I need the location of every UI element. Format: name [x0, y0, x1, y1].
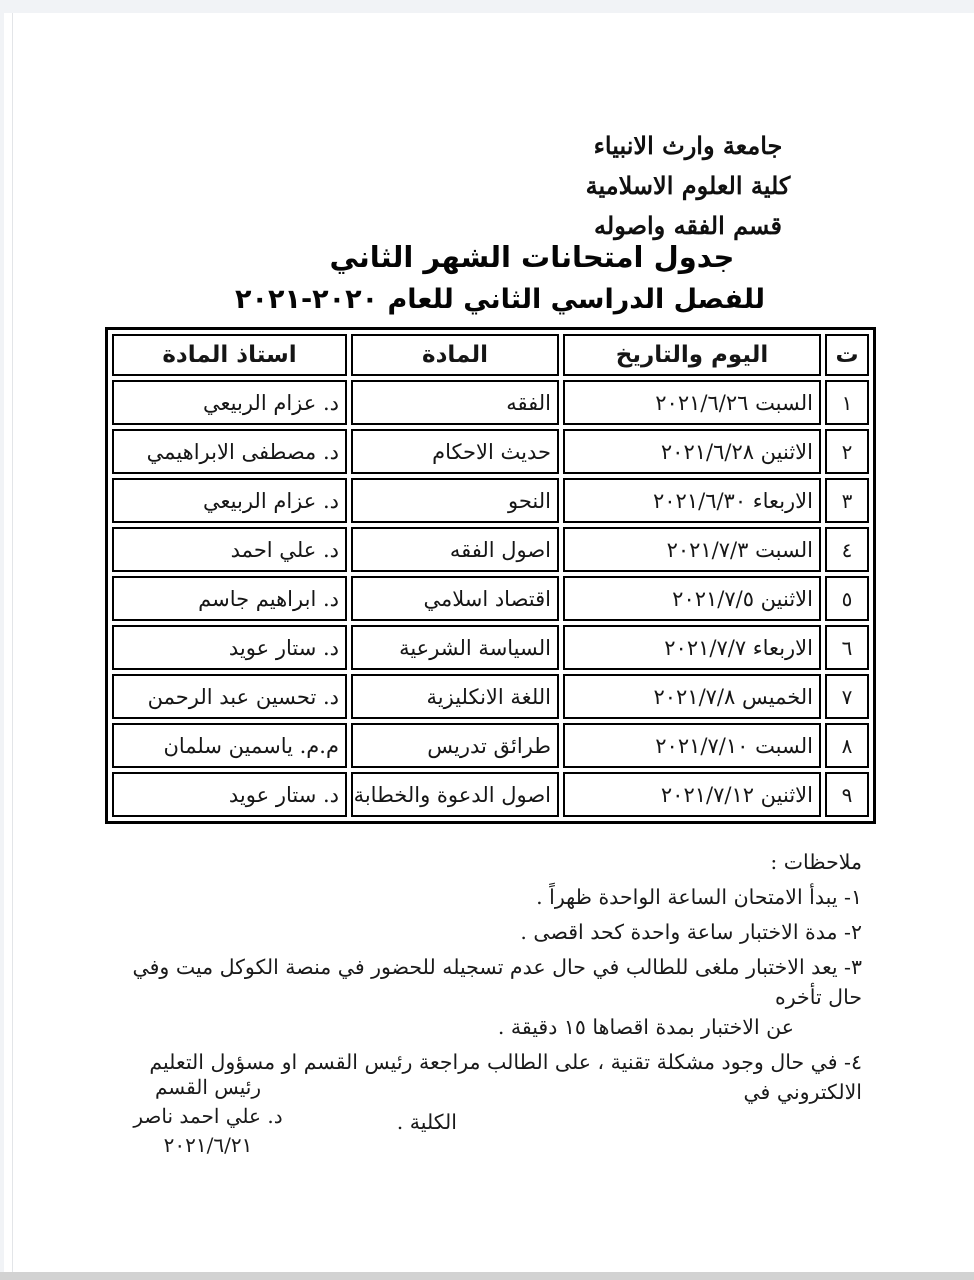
row-teacher: د. مصطفى الابراهيمي [112, 429, 347, 474]
page-edge-shadow [12, 13, 13, 1272]
note-line-continuation: عن الاختبار بمدة اقصاها ١٥ دقيقة . [497, 1015, 794, 1039]
note-item [100, 882, 862, 912]
table-row [112, 478, 869, 523]
row-date: السبت ٢٠٢١/٦/٢٦ [563, 380, 821, 425]
table-row [112, 674, 869, 719]
row-subject: اصول الفقه [351, 527, 559, 572]
header-day-date: اليوم والتاريخ [563, 334, 821, 376]
signature-date: ٢٠٢١/٦/٢١ [163, 1133, 253, 1157]
notes-heading: ملاحظات : [770, 850, 862, 874]
letterhead [538, 126, 838, 246]
row-no: ٩ [825, 772, 869, 817]
row-no: ٤ [825, 527, 869, 572]
row-no: ٢ [825, 429, 869, 474]
schedule-subtitle: للفصل الدراسي الثاني للعام ٢٠٢٠-٢٠٢١ [235, 284, 765, 315]
department-name: قسم الفقه واصوله [594, 211, 782, 240]
row-teacher: د. ستار عويد [112, 625, 347, 670]
row-no: ٨ [825, 723, 869, 768]
row-no: ٣ [825, 478, 869, 523]
table-row [112, 772, 869, 817]
note-line: ٣- يعد الاختبار ملغى للطالب في حال عدم تسجيله للحضور في منصة الكوكل ميت وفي حال تأخره [132, 955, 862, 1009]
row-date: الخميس ٢٠٢١/٧/٨ [563, 674, 821, 719]
note-line: ٢- مدة الاختبار ساعة واحدة كحد اقصى . [520, 920, 862, 944]
table-header-row [112, 334, 869, 376]
page-top-margin [0, 0, 974, 13]
row-teacher: د. عزام الربيعي [112, 380, 347, 425]
table-row [112, 527, 869, 572]
exam-schedule-table [105, 327, 876, 824]
row-date: الاربعاء ٢٠٢١/٧/٧ [563, 625, 821, 670]
row-no: ٧ [825, 674, 869, 719]
table-row [112, 625, 869, 670]
signer-role: رئيس القسم [154, 1075, 262, 1099]
row-subject: طرائق تدريس [351, 723, 559, 768]
row-date: السبت ٢٠٢١/٧/٣ [563, 527, 821, 572]
schedule-title: جدول امتحانات الشهر الثاني [329, 240, 735, 274]
row-date: الاثنين ٢٠٢١/٧/١٢ [563, 772, 821, 817]
university-name: جامعة وارث الانبياء [593, 131, 783, 160]
row-date: الاربعاء ٢٠٢١/٦/٣٠ [563, 478, 821, 523]
header-no: ت [825, 334, 869, 376]
header-subject: المادة [351, 334, 559, 376]
note-item [100, 952, 862, 1042]
exam-schedule-table-wrap [105, 327, 876, 824]
header-teacher: استاذ المادة [112, 334, 347, 376]
page-bottom-margin [0, 1272, 974, 1280]
row-subject: حديث الاحكام [351, 429, 559, 474]
note-item [100, 917, 862, 947]
row-subject: السياسة الشرعية [351, 625, 559, 670]
table-row [112, 576, 869, 621]
row-date: الاثنين ٢٠٢١/٧/٥ [563, 576, 821, 621]
row-teacher: د. علي احمد [112, 527, 347, 572]
note-line: ٤- في حال وجود مشكلة تقنية ، على الطالب مراجعة رئيس القسم او مسؤول التعليم الالكتروني في [149, 1050, 862, 1104]
row-subject: اصول الدعوة والخطابة [351, 772, 559, 817]
signature-block [108, 1073, 308, 1160]
row-no: ٥ [825, 576, 869, 621]
college-name: كلية العلوم الاسلامية [585, 171, 791, 200]
row-subject: النحو [351, 478, 559, 523]
row-subject: اقتصاد اسلامي [351, 576, 559, 621]
note-line: ١- يبدأ الامتحان الساعة الواحدة ظهراً . [536, 885, 862, 909]
row-teacher: د. تحسين عبد الرحمن [112, 674, 347, 719]
row-teacher: د. عزام الربيعي [112, 478, 347, 523]
row-teacher: د. ابراهيم جاسم [112, 576, 347, 621]
row-date: السبت ٢٠٢١/٧/١٠ [563, 723, 821, 768]
row-teacher: م.م. ياسمين سلمان [112, 723, 347, 768]
row-subject: اللغة الانكليزية [351, 674, 559, 719]
note-line-continuation: الكلية . [396, 1110, 457, 1134]
table-row [112, 723, 869, 768]
signer-name: د. علي احمد ناصر [133, 1104, 283, 1128]
row-date: الاثنين ٢٠٢١/٦/٢٨ [563, 429, 821, 474]
table-row [112, 429, 869, 474]
row-subject: الفقه [351, 380, 559, 425]
page-left-margin [0, 13, 4, 1272]
row-no: ١ [825, 380, 869, 425]
table-row [112, 380, 869, 425]
row-no: ٦ [825, 625, 869, 670]
row-teacher: د. ستار عويد [112, 772, 347, 817]
